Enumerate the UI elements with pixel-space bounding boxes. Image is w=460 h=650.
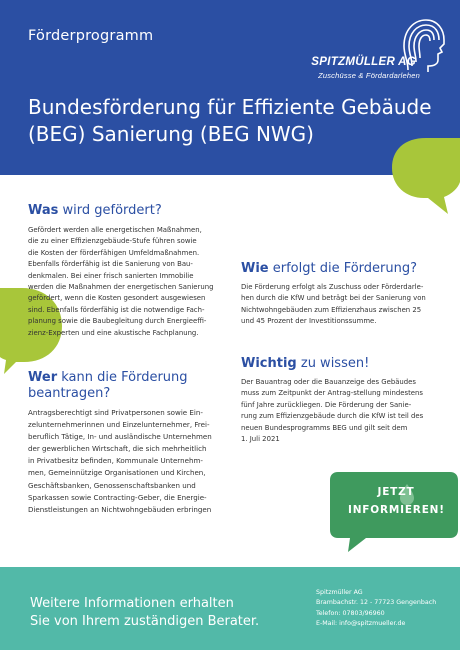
footer-message-line-1: Weitere Informationen erhalten (30, 596, 234, 611)
page-title (28, 94, 448, 148)
logo-tagline: Zuschüsse & Fördardarlehen (318, 71, 420, 80)
cta-line-1: JETZT (377, 486, 415, 498)
footer-message (30, 595, 300, 631)
contact-address: Brambachstr. 12 - 77723 Gengenbach (316, 599, 437, 607)
section-heading-wichtig: Wichtig zu wissen! (241, 356, 370, 371)
contact-email[interactable]: E-Mail: info@spitzmueller.de (316, 620, 406, 628)
speech-bubble-icon (390, 136, 460, 216)
cta-line-2: INFORMIEREN! (348, 504, 445, 516)
section-text-wie: Die Förderung erfolgt als Zuschuss oder Förderdarle- hen durch die KfW und beträgt bei der Sanierung von Nichtwohngebäuden zum Effizienzhaus zwischen 25 und 45 Prozent der Investitionssumme. (241, 283, 426, 326)
section-text-wer: Antragsberechtigt sind Privatpersonen sowie Ein- zelunternehmerinnen und Einzelunternehmer, Frei- beruflich Tätige, In- und ausländische Unternehmen der gewerblichen Wirtschaft, die sich mehrheitlich in Privatbesitz befinden, Kommunale Unternehm- men, Gemeinnützige Organisationen und Kirchen, Geschäftsbanken, Genossenschaftsbanken und Sparkassen sowie Contracting-Geber, die Energie- Dienstleistungen an Nichtwohngebäuden erbringen (28, 408, 212, 514)
logo-company-name: SPITZMÜLLER AG (311, 56, 416, 68)
cta-button[interactable] (348, 483, 444, 519)
page-title-line-2: (BEG) Sanierung (BEG NWG) (28, 122, 314, 146)
page-title-line-1: Bundesförderung für Effiziente Gebäude (28, 95, 432, 119)
section-text-wichtig: Der Bauantrag oder die Bauanzeige des Gebäudes muss zum Zeitpunkt der Antrag-stellung mindestens fünf Jahre zurückliegen. Die Förderung der Sanie- rung zum Effizienzgebäude durch die KfW ist teil des neuen Bundesprogramms BEG und gilt seit dem 1. Juli 2021 (241, 378, 424, 444)
section-heading-wie: Wie erfolgt die Förderung? (241, 261, 418, 276)
footer-contact (316, 588, 436, 630)
contact-company: Spitzmüller AG (316, 589, 363, 596)
section-text-was: Gefördert werden alle energetischen Maßnahmen, die zu einer Effizienzgebäude-Stufe führen sowie die Kosten der förderfähigen Umfeldmaßnahmen. Ebenfalls förderfähig ist die Sanierung von Bau- denkmalen. Bei einer frisch sanierten Immobilie werden die Maßnahmen der energetischen Sanierung gefördert, wenn die Kosten gesondert ausgewiesen sind. Ebenfalls förderfähig ist die notwendige Fach- planung sowie die Baubegleitung durch Energieeffi- zienz-Experten und eine akustische Fachplanung. (28, 226, 214, 337)
footer-message-line-2: Sie von Ihrem zuständigen Berater. (30, 614, 260, 629)
section-heading-wer: Wer kann die Förderung beantragen? (28, 370, 188, 401)
company-logo[interactable] (286, 14, 446, 84)
contact-phone[interactable]: Telefon: 07803/96960 (316, 609, 385, 617)
section-heading-was: Was wird gefördert? (28, 203, 162, 218)
footer-band (0, 567, 460, 650)
program-label: Förderprogramm (28, 28, 154, 44)
